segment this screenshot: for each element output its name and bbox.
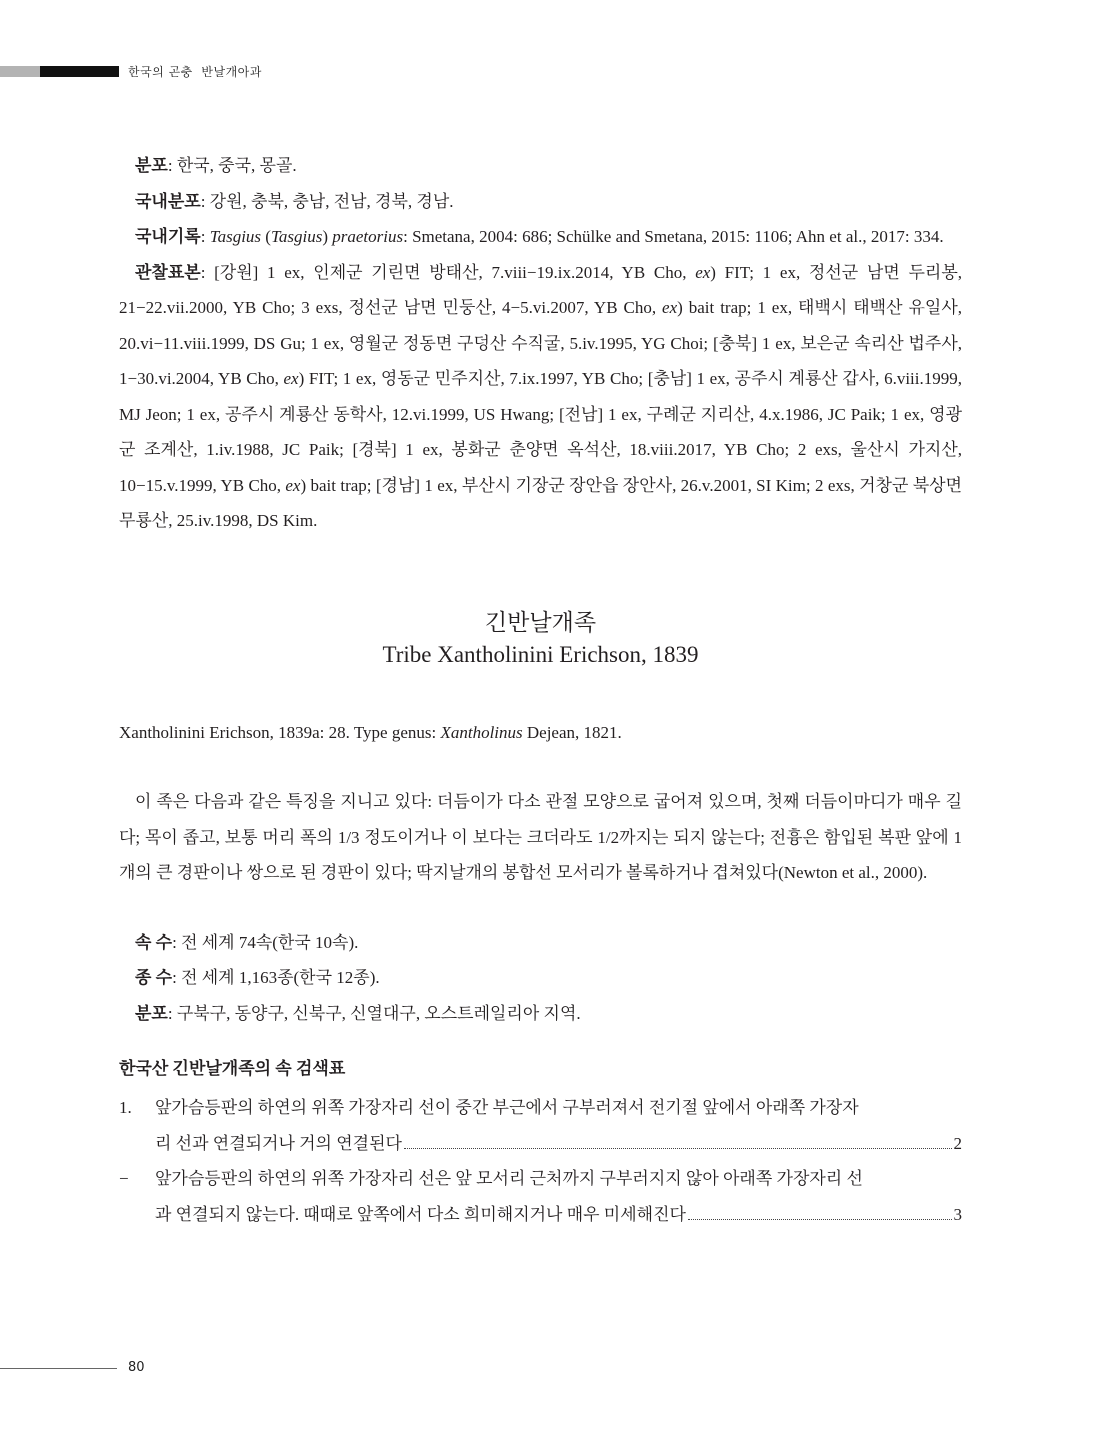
footer-rule [0,1368,117,1369]
tribe-distribution-line [119,996,962,1032]
ex-abbrev: ex [662,298,678,317]
domestic-distribution-label: 국내분포 [135,191,201,211]
species-count-line [119,960,962,996]
specimens-text: ) bait trap; 1 ex, 태백시 태백산 유일사, 20.vi−11.viii.1999, DS Gu; 1 ex, 영월군 정동면 구덩산 수직굴, 5.iv.1995, YG Choi; [충북] 1 ex, 보은군 속리산 법주사, 1−30.vi.2004, YB Cho, [119,298,962,388]
genera-count-text: : 전 세계 74속(한국 10속). [172,932,359,952]
tribe-latin-name: Tribe Xantholinini Erichson, 1839 [382,641,699,667]
ex-abbrev: ex [283,369,299,388]
genus-name: Tasgius [209,227,262,246]
specimens-text: : [강원] 1 ex, 인제군 기린면 방태산, 7.viii−19.ix.2014, YB Cho, [200,262,696,282]
specimens-text: ) FIT; 1 ex, 영동군 민주지산, 7.ix.1997, YB Cho; [충남] 1 ex, 공주시 계룡산 갑사, 6.viii.1999, MJ Jeon; 1 ex, 공주시 계룡산 동학사, 12.vi.1999, US Hwang; [전남] 1 ex, 구례군 지리산, 4.x.1986, JC Paik; 1 ex, 영광군 조계산, 1.iv.1988, JC Paik; [경북] 1 ex, 봉화군 춘양면 옥석산, 18.viii.2017, YB Cho; 2 exs, 울산시 가지산, 10−15.v.1999, YB Cho, [119,369,962,495]
page-number: 80 [128,1360,145,1375]
running-title: 한국의 곤충 반날개아과 [128,65,262,79]
key-couplet-1 [119,1090,962,1161]
key-target: 3 [953,1204,962,1224]
domestic-distribution-line [119,184,962,220]
specimens-label: 관찰표본 [135,262,201,282]
separator: : [200,227,210,246]
specimens-text: ) FIT; 1 ex, 정선군 남면 두리봉, 21−22.vii.2000, YB Cho; 3 exs, 정선군 남면 민둥산, 4−5.vi.2007, YB Cho, [119,262,962,317]
citation-text: Xantholinini Erichson, 1839a: 28. Type genus: [119,722,441,742]
key-lead-line [155,1197,962,1233]
distribution-text: : 한국, 중국, 몽골. [167,156,297,175]
header-black-bar [40,66,119,77]
paren: ( [261,227,271,246]
species-count-text: : 전 세계 1,163종(한국 12종). [172,968,380,987]
genera-count-line [119,925,962,961]
key-text-line: 앞가슴등판의 하연의 위쪽 가장자리 선은 앞 모서리 근처까지 구부러지지 않아 아래쪽 가장자리 선 [155,1169,863,1188]
specimens-paragraph [119,255,962,539]
distribution-label: 분포 [135,156,168,175]
leader-dots [688,1219,952,1220]
key-text-line: 리 선과 연결되거나 거의 연결된다 [155,1133,402,1153]
type-genus: Xantholinus [440,722,523,742]
ex-abbrev: ex [285,475,301,495]
running-header [0,66,1100,78]
domestic-distribution-text: : 강원, 충북, 충남, 전남, 경북, 경남. [200,191,454,211]
tribe-citation [119,715,962,751]
specimens-text: ) bait trap; [경남] 1 ex, 부산시 기장군 장안읍 장안사, 26.v.2001, SI Kim; 2 exs, 거창군 북상면 무룡산, 25.iv.1998, DS Kim. [119,475,962,530]
tribe-korean-name: 긴반날개족 [484,609,597,635]
paren: ) [322,227,333,246]
genera-count-label: 속 수 [135,932,173,952]
key-text-line: 앞가슴등판의 하연의 위쪽 가장자리 선이 중간 부근에서 구부러져서 전기절 앞에서 아래쪽 가장자 [155,1098,859,1117]
ex-abbrev: ex [695,262,711,282]
domestic-record-paragraph [119,219,962,255]
key-number: − [119,1169,129,1188]
leader-dots [404,1148,952,1149]
tribe-distribution-text: : 구북구, 동양구, 신북구, 신열대구, 오스트레일리아 지역. [167,1003,581,1023]
key-target: 2 [953,1133,962,1153]
key-title: 한국산 긴반날개족의 속 검색표 [119,1059,346,1078]
tribe-description: 이 족은 다음과 같은 특징을 지니고 있다: 더듬이가 다소 관절 모양으로 굽어져 있으며, 첫째 더듬이마디가 매우 길다; 목이 좁고, 보통 머리 폭의 1/3 정도이거나 이 보다는 크더라도 1/2까지는 되지 않는다; 전흉은 함입된 복판 앞에 1개의 큰 경판이나 쌍으로 된 경판이 있다; 딱지날개의 봉합선 모서리가 볼록하거나 겹쳐있다(Newton et al., 2000). [119,792,962,882]
key-lead-line [155,1126,962,1162]
header-gray-bar [0,66,40,77]
citation-text: Dejean, 1821. [522,722,622,742]
key-number: 1. [119,1098,132,1117]
tribe-distribution-label: 분포 [135,1003,168,1023]
domestic-record-refs: : Smetana, 2004: 686; Schülke and Smetana, 2015: 1106; Ahn et al., 2017: 334. [403,227,944,246]
key-text-line: 과 연결되지 않는다. 때때로 앞쪽에서 다소 희미해지거나 매우 미세해진다 [155,1204,686,1224]
key-couplet-1-alt [119,1161,962,1232]
page-body [119,148,962,1232]
species-count-label: 종 수 [135,968,173,987]
distribution-line [119,148,962,184]
subgenus-name: Tasgius [270,227,323,246]
domestic-record-label: 국내기록 [135,227,201,246]
species-name: praetorius [332,227,404,246]
